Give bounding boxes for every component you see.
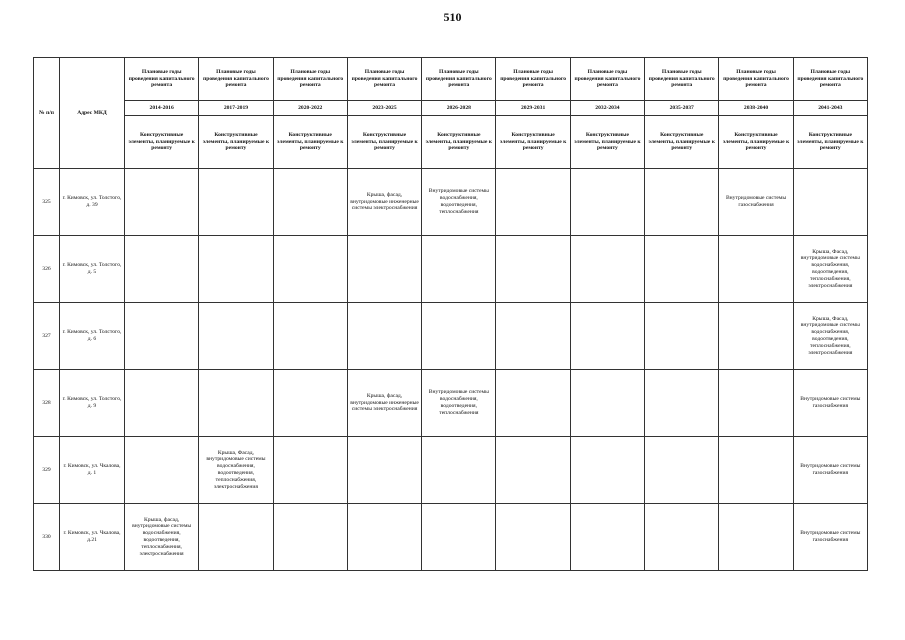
elements-header: Конструктивные элементы, планируемые к ремонту <box>719 116 793 169</box>
row-number: 326 <box>34 236 60 303</box>
repair-elements-cell: Крыша, Фасад, внутридомовые системы водоснабжения, водоотведения, теплоснабжения, электроснабжения <box>793 303 867 370</box>
repair-elements-cell: Крыша, фасад, внутридомовые инженерные системы электроснабжения <box>347 370 421 437</box>
table-row <box>34 437 868 504</box>
row-address: г. Кимовск, ул. Толстого, д. 39 <box>60 169 125 236</box>
repair-elements-cell <box>422 303 496 370</box>
repair-elements-cell: Внутридомовые системы водоснабжения, водоотведения, теплоснабжения <box>422 169 496 236</box>
repair-elements-cell <box>496 236 570 303</box>
repair-elements-cell <box>793 169 867 236</box>
repair-elements-cell <box>273 236 347 303</box>
header-row-plan <box>34 58 868 101</box>
repair-elements-cell <box>347 437 421 504</box>
repair-elements-cell <box>199 303 273 370</box>
repair-elements-cell <box>125 437 199 504</box>
elements-header: Конструктивные элементы, планируемые к ремонту <box>125 116 199 169</box>
repair-elements-cell <box>422 504 496 571</box>
header-row-periods <box>34 101 868 116</box>
elements-header: Конструктивные элементы, планируемые к ремонту <box>199 116 273 169</box>
repair-elements-cell <box>570 370 644 437</box>
elements-header: Конструктивные элементы, планируемые к ремонту <box>347 116 421 169</box>
elements-header: Конструктивные элементы, планируемые к ремонту <box>422 116 496 169</box>
elements-header: Конструктивные элементы, планируемые к ремонту <box>793 116 867 169</box>
repair-elements-cell <box>496 169 570 236</box>
repair-elements-cell <box>645 169 719 236</box>
repair-elements-cell <box>347 303 421 370</box>
repair-elements-cell <box>496 303 570 370</box>
repair-elements-cell <box>719 303 793 370</box>
repair-elements-cell <box>570 236 644 303</box>
header-row-elements <box>34 116 868 169</box>
row-address: г. Кимовск, ул. Толстого, д. 6 <box>60 303 125 370</box>
repair-elements-cell <box>273 504 347 571</box>
period-header: 2023-2025 <box>347 101 421 116</box>
plan-years-header: Плановые годы проведения капитального ремонта <box>793 58 867 101</box>
elements-header: Конструктивные элементы, планируемые к ремонту <box>496 116 570 169</box>
table-body <box>34 169 868 571</box>
row-address: г. Кимовск, ул. Чкалова, д.21 <box>60 504 125 571</box>
repair-elements-cell <box>422 437 496 504</box>
repair-elements-cell: Крыша, фасад, внутридомовые системы водоснабжения, водоотведения, теплоснабжения, электроснабжения <box>125 504 199 571</box>
row-address: г. Кимовск, ул. Чкалова, д. 1 <box>60 437 125 504</box>
repair-elements-cell <box>199 504 273 571</box>
plan-years-header: Плановые годы проведения капитального ремонта <box>125 58 199 101</box>
page-number: 510 <box>443 10 462 24</box>
repair-elements-cell <box>719 437 793 504</box>
plan-years-header: Плановые годы проведения капитального ремонта <box>199 58 273 101</box>
repair-elements-cell <box>273 437 347 504</box>
repair-elements-cell <box>347 504 421 571</box>
repair-elements-cell <box>199 169 273 236</box>
repair-elements-cell <box>570 169 644 236</box>
period-header: 2038-2040 <box>719 101 793 116</box>
table-row <box>34 303 868 370</box>
repair-elements-cell <box>347 236 421 303</box>
repair-elements-cell <box>570 303 644 370</box>
repair-elements-cell <box>125 303 199 370</box>
repair-elements-cell <box>496 504 570 571</box>
repair-elements-cell <box>273 303 347 370</box>
table-row <box>34 504 868 571</box>
table-row <box>34 236 868 303</box>
period-header: 2035-2037 <box>645 101 719 116</box>
plan-years-header: Плановые годы проведения капитального ремонта <box>496 58 570 101</box>
repair-elements-cell <box>719 236 793 303</box>
repair-elements-cell: Внутридомовые системы газоснабжения <box>719 169 793 236</box>
repair-elements-cell <box>496 437 570 504</box>
repair-elements-cell <box>570 504 644 571</box>
repair-elements-cell <box>645 504 719 571</box>
repair-elements-cell <box>273 169 347 236</box>
repair-plan-table <box>33 57 868 571</box>
elements-header: Конструктивные элементы, планируемые к ремонту <box>645 116 719 169</box>
repair-elements-cell: Крыша, фасад, внутридомовые инженерные системы электроснабжения <box>347 169 421 236</box>
repair-elements-cell: Внутридомовые системы газоснабжения <box>793 437 867 504</box>
repair-elements-cell <box>645 370 719 437</box>
row-address: г. Кимовск, ул. Толстого, д. 5 <box>60 236 125 303</box>
repair-elements-cell: Крыша, Фасад, внутридомовые системы водоснабжения, водоотведения, теплоснабжения, электроснабжения <box>793 236 867 303</box>
row-number: 327 <box>34 303 60 370</box>
plan-years-header: Плановые годы проведения капитального ремонта <box>719 58 793 101</box>
repair-elements-cell: Крыша, Фасад, внутридомовые системы водоснабжения, водоотведения, теплоснабжения, электроснабжения <box>199 437 273 504</box>
plan-years-header: Плановые годы проведения капитального ремонта <box>570 58 644 101</box>
repair-elements-cell <box>645 236 719 303</box>
column-header-address: Адрес МКД <box>60 58 125 169</box>
repair-elements-cell <box>645 437 719 504</box>
repair-elements-cell <box>199 236 273 303</box>
repair-elements-cell <box>199 370 273 437</box>
period-header: 2020-2022 <box>273 101 347 116</box>
plan-years-header: Плановые годы проведения капитального ремонта <box>645 58 719 101</box>
row-number: 329 <box>34 437 60 504</box>
row-number: 328 <box>34 370 60 437</box>
table-row <box>34 169 868 236</box>
repair-elements-cell: Внутридомовые системы газоснабжения <box>793 504 867 571</box>
row-address: г. Кимовск, ул. Толстого, д. 9 <box>60 370 125 437</box>
repair-elements-cell <box>273 370 347 437</box>
plan-years-header: Плановые годы проведения капитального ремонта <box>347 58 421 101</box>
table-row <box>34 370 868 437</box>
repair-elements-cell <box>719 370 793 437</box>
period-header: 2029-2031 <box>496 101 570 116</box>
period-header: 2017-2019 <box>199 101 273 116</box>
repair-elements-cell <box>719 504 793 571</box>
plan-years-header: Плановые годы проведения капитального ремонта <box>273 58 347 101</box>
period-header: 2026-2028 <box>422 101 496 116</box>
period-header: 2014-2016 <box>125 101 199 116</box>
row-number: 325 <box>34 169 60 236</box>
period-header: 2041-2043 <box>793 101 867 116</box>
repair-elements-cell: Внутридомовые системы водоснабжения, водоотведения, теплоснабжения <box>422 370 496 437</box>
elements-header: Конструктивные элементы, планируемые к ремонту <box>273 116 347 169</box>
elements-header: Конструктивные элементы, планируемые к ремонту <box>570 116 644 169</box>
repair-elements-cell <box>422 236 496 303</box>
repair-elements-cell <box>125 370 199 437</box>
repair-elements-cell <box>125 236 199 303</box>
plan-years-header: Плановые годы проведения капитального ремонта <box>422 58 496 101</box>
period-header: 2032-2034 <box>570 101 644 116</box>
repair-elements-cell <box>496 370 570 437</box>
column-header-number: № п/п <box>34 58 60 169</box>
repair-elements-cell: Внутридомовые системы газоснабжения <box>793 370 867 437</box>
row-number: 330 <box>34 504 60 571</box>
repair-elements-cell <box>570 437 644 504</box>
repair-elements-cell <box>125 169 199 236</box>
repair-elements-cell <box>645 303 719 370</box>
